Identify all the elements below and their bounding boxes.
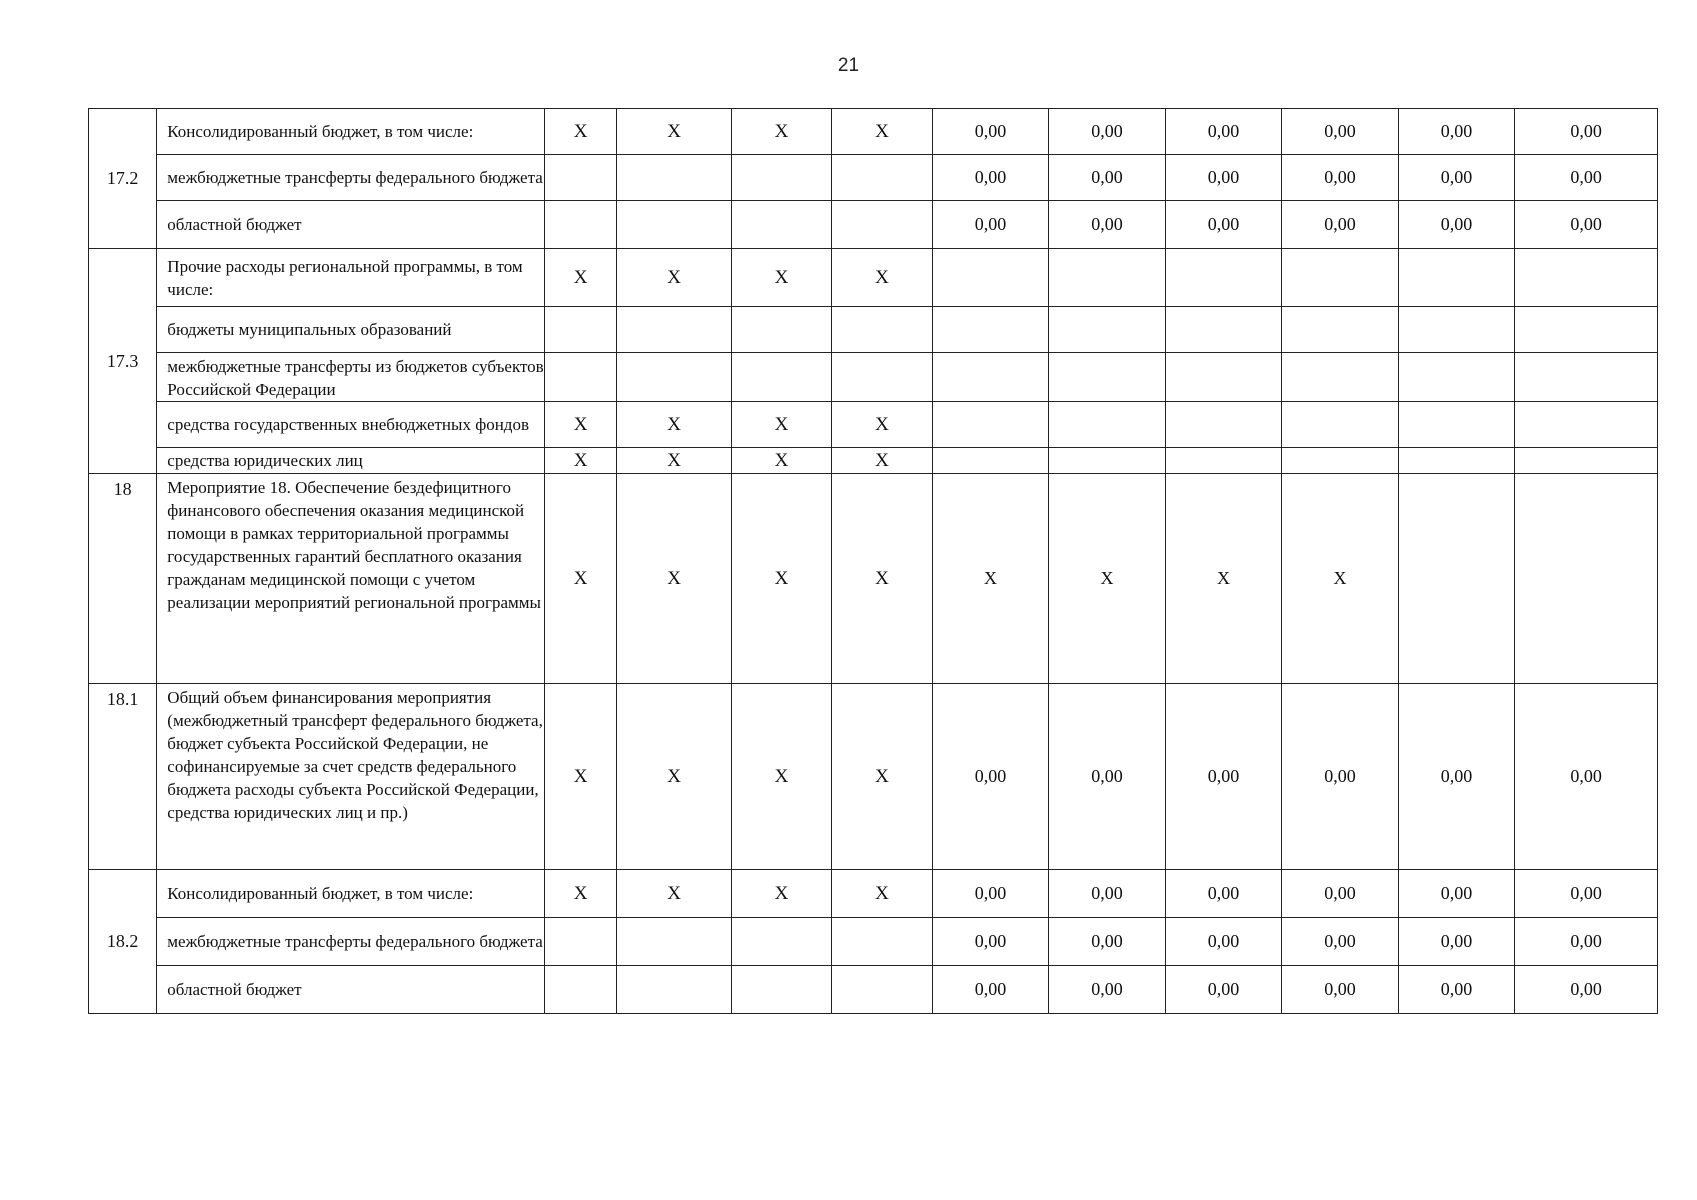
value-cell	[932, 402, 1049, 448]
value-cell: 0,00	[1515, 109, 1658, 155]
value-cell	[1282, 307, 1399, 353]
value-cell	[1282, 353, 1399, 402]
value-cell	[1049, 249, 1166, 307]
value-cell: X	[1282, 474, 1399, 684]
table-row	[89, 918, 1658, 966]
row-description: межбюджетные трансферты федерального бюджета	[157, 918, 545, 966]
mark-cell	[545, 966, 617, 1014]
row-number: 17.2	[89, 109, 157, 249]
mark-cell: X	[545, 109, 617, 155]
row-number: 18	[89, 474, 157, 684]
value-cell: 0,00	[1515, 870, 1658, 918]
row-description: Консолидированный бюджет, в том числе:	[157, 870, 545, 918]
mark-cell: X	[731, 402, 831, 448]
value-cell: 0,00	[932, 201, 1049, 249]
row-description: средства государственных внебюджетных фондов	[157, 402, 545, 448]
value-cell	[1398, 353, 1515, 402]
value-cell: 0,00	[1515, 155, 1658, 201]
value-cell	[1282, 249, 1399, 307]
value-cell: 0,00	[1049, 870, 1166, 918]
mark-cell	[617, 353, 732, 402]
row-description: межбюджетные трансферты из бюджетов субъектов Российской Федерации	[157, 353, 545, 402]
value-cell: 0,00	[1165, 155, 1282, 201]
value-cell	[1165, 249, 1282, 307]
mark-cell: X	[731, 684, 831, 870]
mark-cell: X	[617, 249, 732, 307]
table-row	[89, 402, 1658, 448]
value-cell	[1049, 307, 1166, 353]
mark-cell	[731, 307, 831, 353]
mark-cell	[832, 918, 932, 966]
mark-cell	[617, 966, 732, 1014]
value-cell: 0,00	[1165, 109, 1282, 155]
mark-cell: X	[832, 109, 932, 155]
value-cell: 0,00	[932, 684, 1049, 870]
value-cell: 0,00	[1282, 684, 1399, 870]
row-description: межбюджетные трансферты федерального бюджета	[157, 155, 545, 201]
value-cell	[1398, 249, 1515, 307]
row-description: Общий объем финансирования мероприятия (межбюджетный трансферт федерального бюджета, бюджет субъекта Российской Федерации, не софинансируемые за счет средств федерального бюджета расходы субъекта Российской Федерации, средства юридических лиц и пр.)	[157, 684, 545, 870]
value-cell: 0,00	[1165, 918, 1282, 966]
value-cell	[1282, 402, 1399, 448]
table-row	[89, 201, 1658, 249]
mark-cell: X	[731, 870, 831, 918]
value-cell: 0,00	[932, 918, 1049, 966]
value-cell: 0,00	[1282, 870, 1399, 918]
value-cell	[1049, 402, 1166, 448]
value-cell: 0,00	[1049, 684, 1166, 870]
mark-cell: X	[731, 249, 831, 307]
value-cell: 0,00	[1282, 966, 1399, 1014]
mark-cell: X	[617, 870, 732, 918]
mark-cell: X	[617, 448, 732, 474]
mark-cell: X	[545, 474, 617, 684]
table-row	[89, 448, 1658, 474]
value-cell	[1049, 448, 1166, 474]
value-cell: 0,00	[1049, 201, 1166, 249]
mark-cell: X	[545, 249, 617, 307]
mark-cell	[617, 155, 732, 201]
value-cell	[932, 249, 1049, 307]
value-cell: 0,00	[1515, 684, 1658, 870]
mark-cell	[617, 201, 732, 249]
value-cell	[932, 448, 1049, 474]
mark-cell	[731, 966, 831, 1014]
mark-cell: X	[545, 870, 617, 918]
value-cell: 0,00	[1515, 966, 1658, 1014]
value-cell: 0,00	[1398, 109, 1515, 155]
value-cell: 0,00	[1282, 201, 1399, 249]
value-cell	[1049, 353, 1166, 402]
mark-cell	[731, 155, 831, 201]
value-cell	[1398, 474, 1515, 684]
row-description: бюджеты муниципальных образований	[157, 307, 545, 353]
value-cell	[1282, 448, 1399, 474]
mark-cell: X	[731, 474, 831, 684]
table-row	[89, 966, 1658, 1014]
row-number: 18.1	[89, 684, 157, 870]
value-cell	[932, 353, 1049, 402]
value-cell	[1515, 249, 1658, 307]
value-cell	[1165, 307, 1282, 353]
row-description: областной бюджет	[157, 966, 545, 1014]
mark-cell: X	[832, 870, 932, 918]
value-cell	[1398, 402, 1515, 448]
mark-cell	[545, 353, 617, 402]
mark-cell: X	[832, 249, 932, 307]
mark-cell	[731, 201, 831, 249]
mark-cell	[545, 201, 617, 249]
row-description: Консолидированный бюджет, в том числе:	[157, 109, 545, 155]
table-row	[89, 307, 1658, 353]
value-cell: 0,00	[932, 966, 1049, 1014]
mark-cell	[832, 353, 932, 402]
value-cell: 0,00	[1049, 918, 1166, 966]
value-cell	[1515, 353, 1658, 402]
table-row	[89, 353, 1658, 402]
mark-cell	[832, 966, 932, 1014]
value-cell: 0,00	[1282, 918, 1399, 966]
table-row	[89, 109, 1658, 155]
value-cell	[1515, 474, 1658, 684]
mark-cell: X	[545, 684, 617, 870]
value-cell: 0,00	[1165, 966, 1282, 1014]
mark-cell: X	[545, 448, 617, 474]
mark-cell: X	[617, 109, 732, 155]
value-cell	[1398, 307, 1515, 353]
value-cell: 0,00	[1398, 684, 1515, 870]
value-cell: 0,00	[1398, 870, 1515, 918]
table-row	[89, 684, 1658, 870]
value-cell	[1515, 402, 1658, 448]
value-cell: X	[1049, 474, 1166, 684]
budget-table	[88, 108, 1658, 1014]
value-cell: 0,00	[932, 155, 1049, 201]
value-cell: 0,00	[1165, 201, 1282, 249]
row-description: Прочие расходы региональной программы, в том числе:	[157, 249, 545, 307]
mark-cell: X	[832, 474, 932, 684]
page-number: 21	[837, 55, 860, 76]
value-cell: 0,00	[1049, 966, 1166, 1014]
value-cell	[1515, 307, 1658, 353]
mark-cell: X	[832, 448, 932, 474]
table-row	[89, 474, 1658, 684]
value-cell: 0,00	[1515, 201, 1658, 249]
mark-cell: X	[832, 402, 932, 448]
table-row	[89, 155, 1658, 201]
value-cell: 0,00	[1398, 155, 1515, 201]
row-description: областной бюджет	[157, 201, 545, 249]
mark-cell: X	[617, 474, 732, 684]
value-cell: 0,00	[1165, 684, 1282, 870]
mark-cell	[545, 155, 617, 201]
mark-cell: X	[731, 109, 831, 155]
mark-cell	[832, 155, 932, 201]
mark-cell	[545, 307, 617, 353]
value-cell: 0,00	[1165, 870, 1282, 918]
value-cell: 0,00	[1398, 201, 1515, 249]
value-cell	[1165, 448, 1282, 474]
value-cell: 0,00	[1049, 109, 1166, 155]
row-description: Мероприятие 18. Обеспечение бездефицитного финансового обеспечения оказания медицинской помощи в рамках территориальной программы государственных гарантий бесплатного оказания гражданам медицинской помощи с учетом реализации мероприятий региональной программы	[157, 474, 545, 684]
table-row	[89, 249, 1658, 307]
value-cell: 0,00	[1049, 155, 1166, 201]
value-cell	[932, 307, 1049, 353]
mark-cell: X	[617, 402, 732, 448]
value-cell: 0,00	[932, 109, 1049, 155]
value-cell	[1165, 353, 1282, 402]
mark-cell	[731, 353, 831, 402]
mark-cell	[731, 918, 831, 966]
value-cell: 0,00	[1398, 918, 1515, 966]
mark-cell: X	[617, 684, 732, 870]
value-cell	[1398, 448, 1515, 474]
mark-cell	[832, 307, 932, 353]
row-number: 18.2	[89, 870, 157, 1014]
table-row	[89, 870, 1658, 918]
value-cell: 0,00	[1398, 966, 1515, 1014]
mark-cell	[832, 201, 932, 249]
mark-cell	[617, 307, 732, 353]
mark-cell: X	[545, 402, 617, 448]
value-cell	[1515, 448, 1658, 474]
value-cell: 0,00	[1282, 155, 1399, 201]
mark-cell: X	[731, 448, 831, 474]
value-cell: X	[932, 474, 1049, 684]
mark-cell	[617, 918, 732, 966]
row-number: 17.3	[89, 249, 157, 474]
value-cell	[1165, 402, 1282, 448]
value-cell: X	[1165, 474, 1282, 684]
value-cell: 0,00	[1282, 109, 1399, 155]
row-description: средства юридических лиц	[157, 448, 545, 474]
value-cell: 0,00	[1515, 918, 1658, 966]
mark-cell	[545, 918, 617, 966]
value-cell: 0,00	[932, 870, 1049, 918]
mark-cell: X	[832, 684, 932, 870]
